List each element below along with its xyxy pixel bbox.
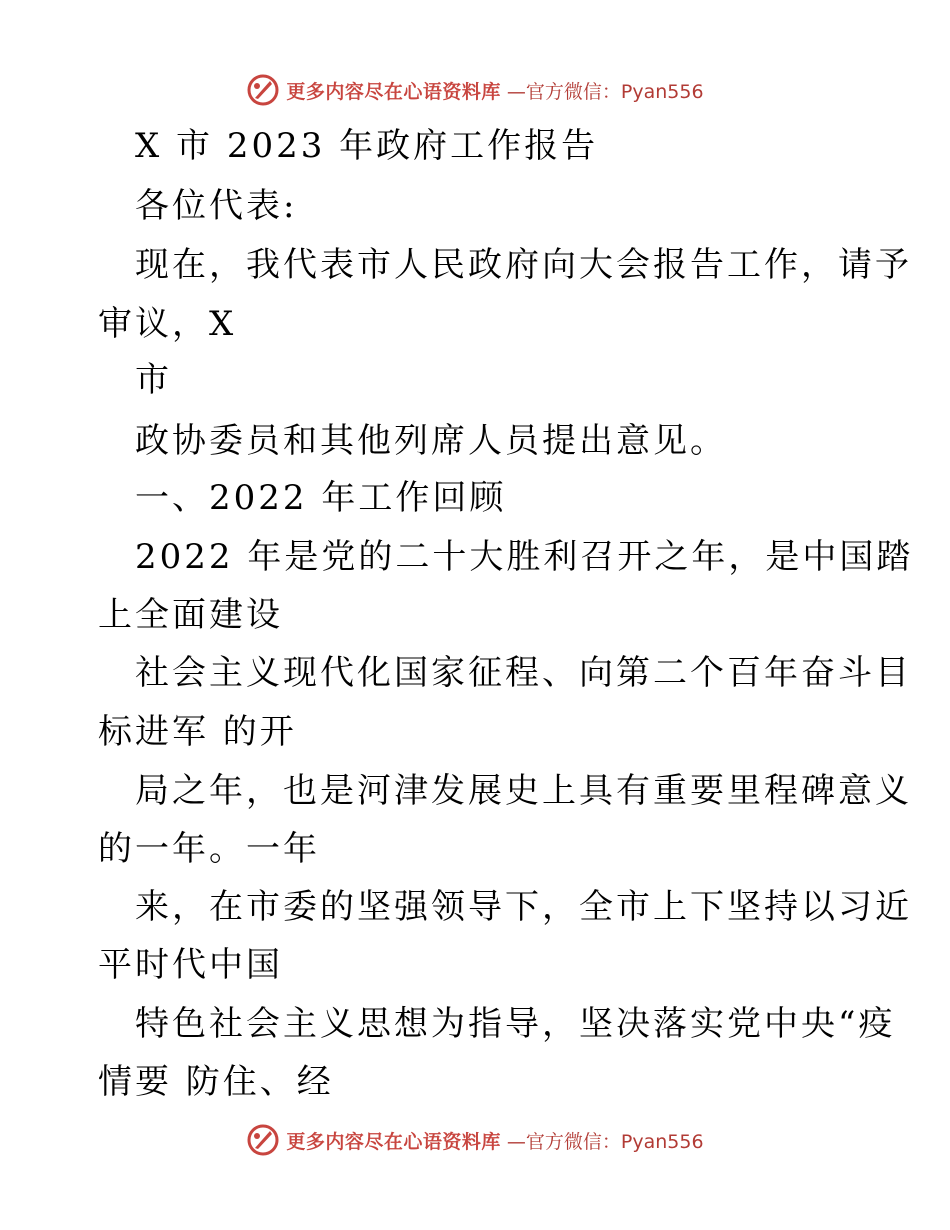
watermark-secondary-text: —官方微信：Pyan556	[506, 80, 704, 103]
watermark-main-text: 更多内容尽在心语资料库	[286, 80, 501, 103]
paragraph-line: 市	[135, 360, 172, 400]
document-title: X 市 2023 年政府工作报告	[135, 126, 599, 166]
watermark-footer	[0, 1120, 950, 1160]
watermark-secondary-text: —官方微信：Pyan556	[506, 1130, 704, 1153]
paragraph-line: 上全面建设	[98, 595, 283, 635]
paragraph-line: 来，在市委的坚强领导下，全市上下坚持以习近	[135, 887, 912, 927]
paragraph-line: 标进军 的开	[98, 712, 297, 752]
paragraph-line: 局之年，也是河津发展史上具有重要里程碑意义	[135, 771, 912, 811]
paragraph-line: 现在，我代表市人民政府向大会报告工作，请予	[135, 245, 912, 285]
paragraph-line: 政协委员和其他列席人员提出意见。	[135, 421, 727, 461]
paragraph-line: 的一年。一年	[98, 829, 320, 869]
paragraph-line: 2022 年是党的二十大胜利召开之年，是中国踏	[135, 537, 914, 577]
salutation: 各位代表:	[135, 186, 298, 226]
paragraph-line: 特色社会主义思想为指导，坚决落实党中央“疫	[135, 1004, 896, 1044]
paragraph-line: 平时代中国	[98, 945, 283, 985]
watermark-main-text: 更多内容尽在心语资料库	[286, 1130, 501, 1153]
paragraph-line: 社会主义现代化国家征程、向第二个百年奋斗目	[135, 653, 912, 693]
section-heading: 一、2022 年工作回顾	[135, 478, 507, 518]
paragraph-line: 审议，X	[98, 304, 237, 344]
paragraph-line: 情要 防住、经	[98, 1062, 334, 1102]
quill-logo-icon	[246, 1123, 280, 1157]
